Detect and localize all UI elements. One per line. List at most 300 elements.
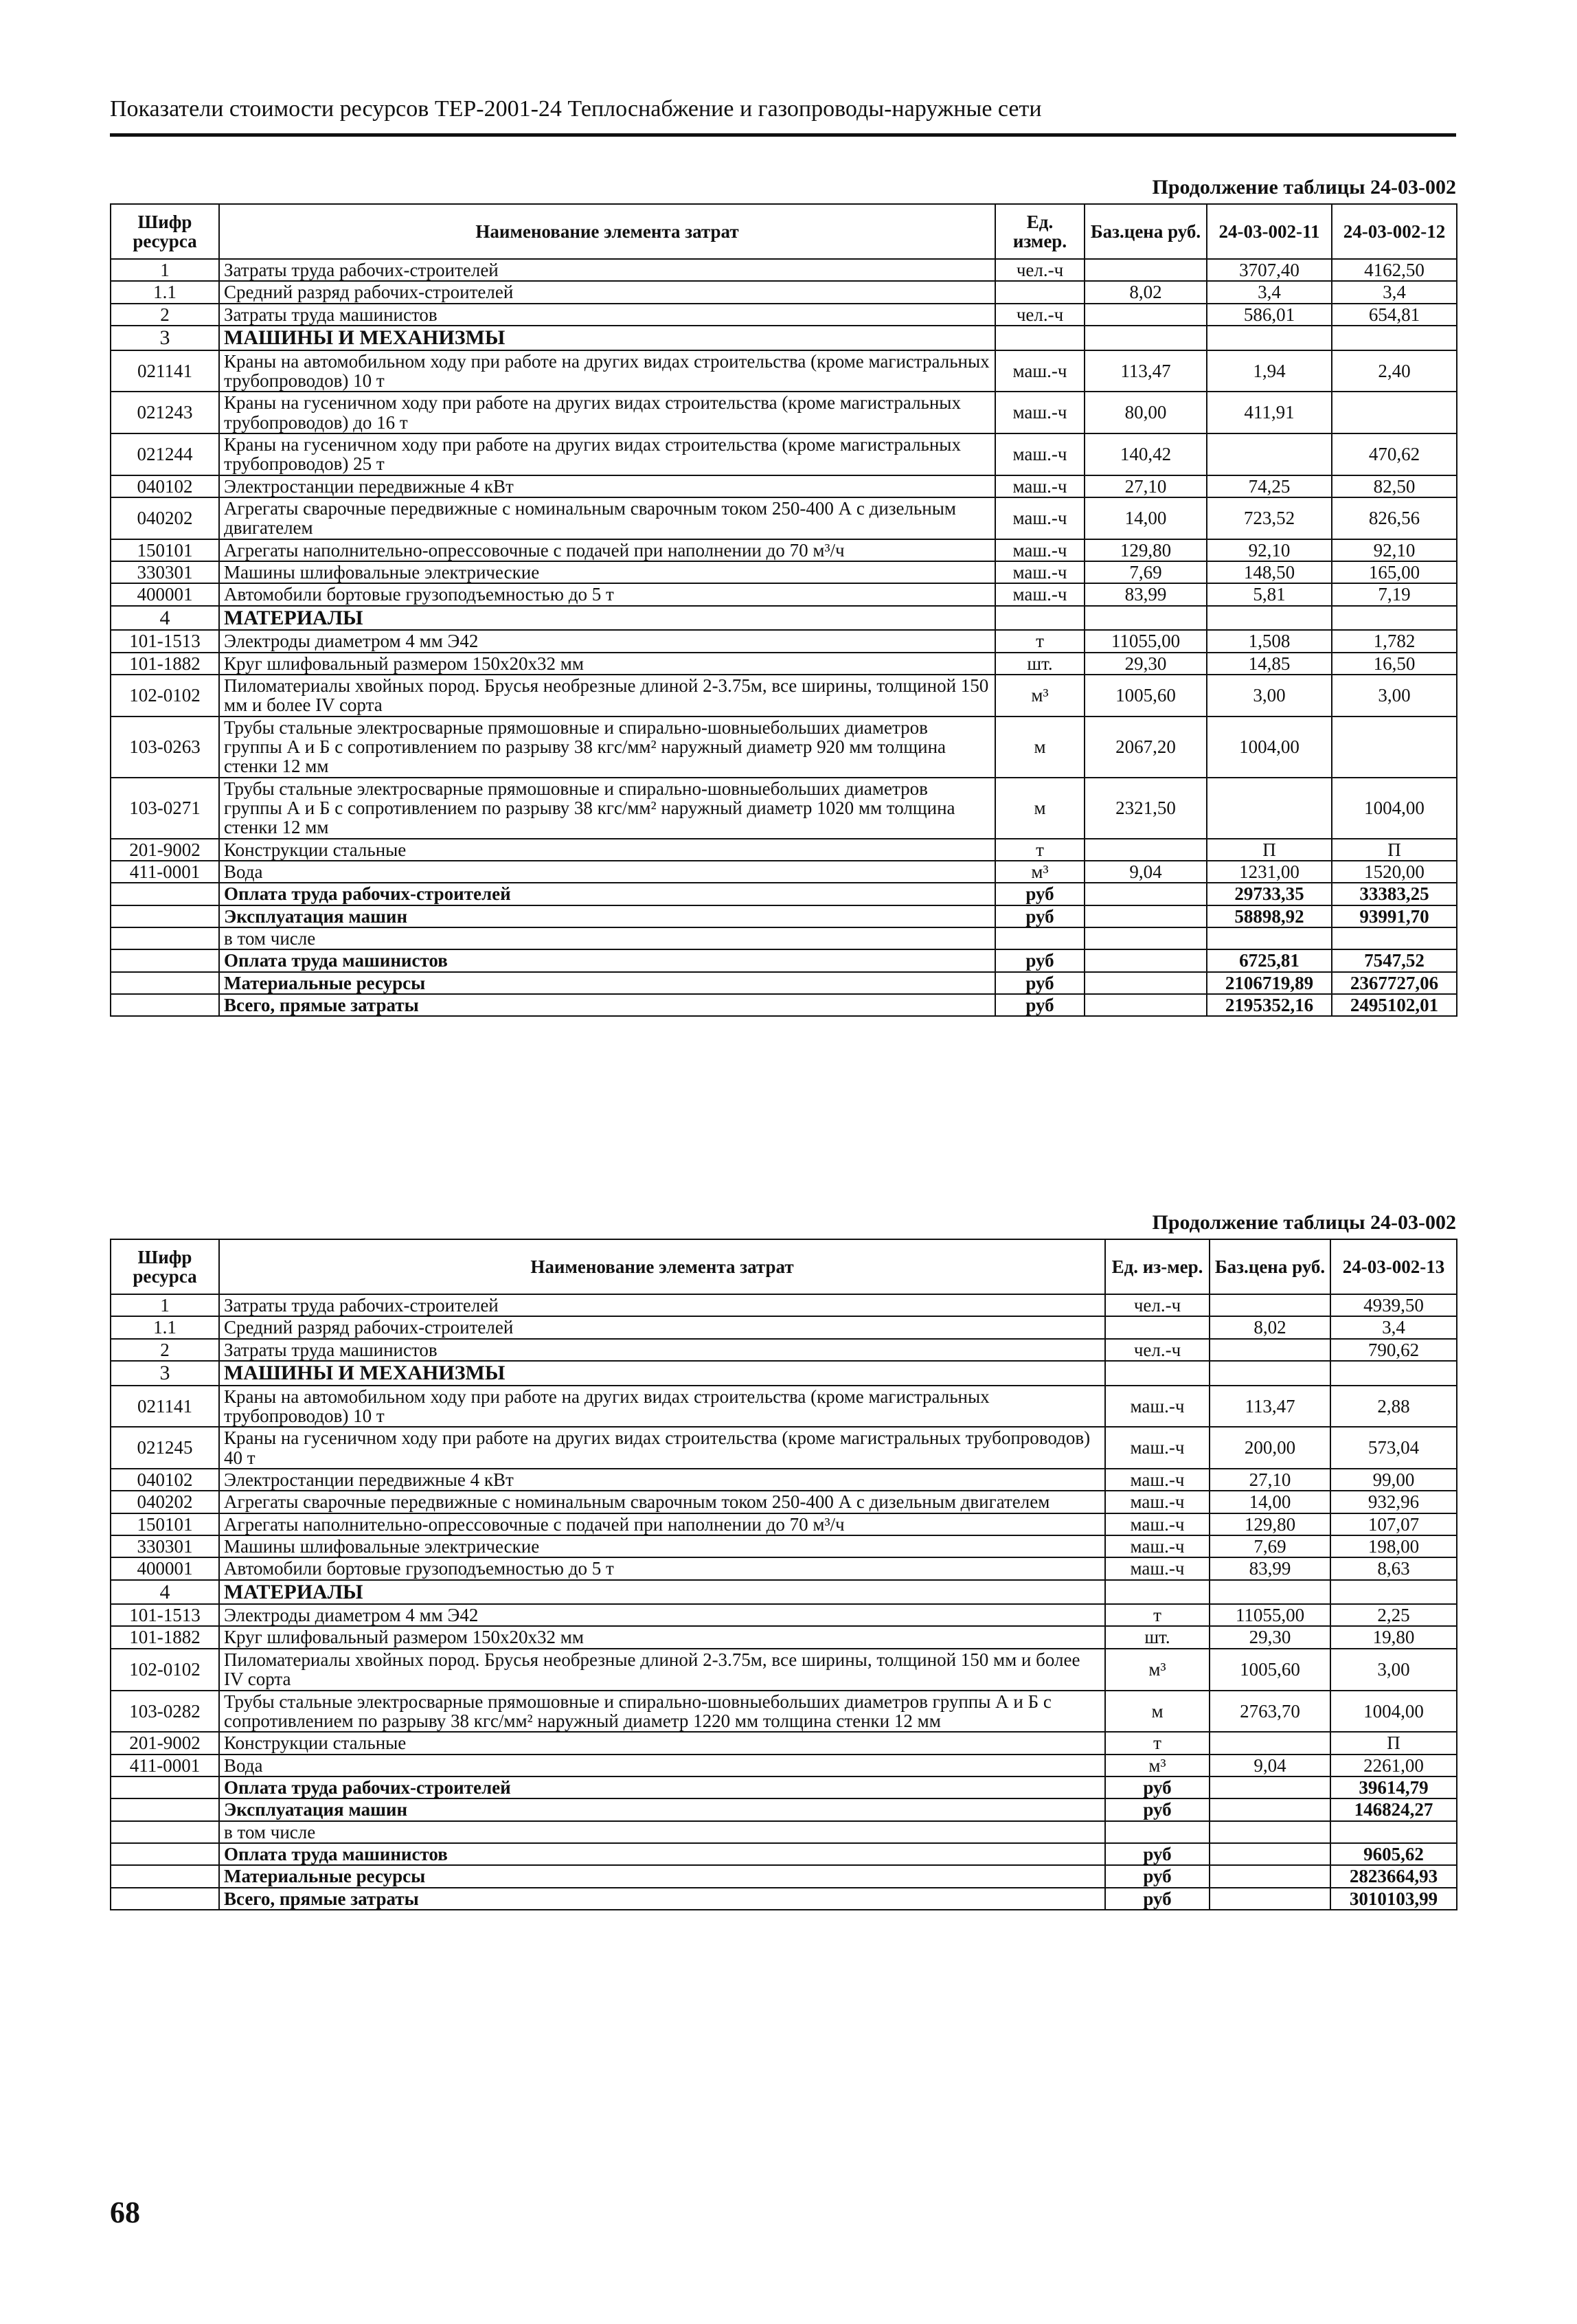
value-cell-1: 1231,00 xyxy=(1207,861,1332,883)
value-cell-2 xyxy=(1332,927,1457,949)
cost-element-name-cell: Трубы стальные электросварные прямошовные и спирально-шовныебольших диаметров группы А и Б с сопротивлением по разрыву 38 кгс/мм² наружный диаметр 1220 мм толщина стенки 12 мм xyxy=(219,1691,1105,1733)
table-row xyxy=(111,861,1457,883)
unit-cell: м xyxy=(995,778,1085,839)
base-price-cell: 1005,60 xyxy=(1210,1649,1330,1691)
resource-code-cell: 411-0001 xyxy=(111,1755,219,1776)
resource-code-cell: 1 xyxy=(111,259,219,281)
base-price-cell: 27,10 xyxy=(1210,1469,1330,1491)
base-price-cell xyxy=(1085,905,1207,927)
value-cell-1 xyxy=(1330,1821,1457,1843)
header-price: Баз.цена руб. xyxy=(1085,204,1207,259)
value-cell-1: 4939,50 xyxy=(1330,1294,1457,1316)
value-cell-1 xyxy=(1207,606,1332,631)
table-row xyxy=(111,1604,1457,1626)
value-cell-2: 16,50 xyxy=(1332,653,1457,675)
unit-cell: чел.-ч xyxy=(1105,1294,1210,1316)
summary-row xyxy=(111,927,1457,949)
table-row xyxy=(111,350,1457,392)
value-cell-1: 932,96 xyxy=(1330,1491,1457,1513)
value-cell-1: 9605,62 xyxy=(1330,1843,1457,1865)
cost-element-name-cell: Краны на гусеничном ходу при работе на других видах строительства (кроме магистральных трубопроводов) 40 т xyxy=(219,1427,1105,1469)
value-cell-1: 1004,00 xyxy=(1330,1691,1457,1733)
cost-element-name-cell: МАТЕРИАЛЫ xyxy=(219,1580,1105,1605)
base-price-cell: 2321,50 xyxy=(1085,778,1207,839)
resource-code-cell: 101-1882 xyxy=(111,1626,219,1648)
value-cell-1: 3,4 xyxy=(1330,1316,1457,1338)
header-unit: Ед. из-мер. xyxy=(1105,1239,1210,1294)
resource-code-cell xyxy=(111,1821,219,1843)
unit-cell: т xyxy=(1105,1604,1210,1626)
base-price-cell xyxy=(1210,1821,1330,1843)
resource-code-cell: 102-0102 xyxy=(111,675,219,717)
resource-code-cell: 103-0282 xyxy=(111,1691,219,1733)
table-row xyxy=(111,539,1457,561)
summary-row xyxy=(111,994,1457,1016)
cost-element-name-cell: Электростанции передвижные 4 кВт xyxy=(219,1469,1105,1491)
resource-code-cell: 2 xyxy=(111,304,219,326)
value-cell-1 xyxy=(1330,1580,1457,1605)
value-cell-1: 3707,40 xyxy=(1207,259,1332,281)
base-price-cell: 29,30 xyxy=(1210,1626,1330,1648)
cost-element-name-cell: Материальные ресурсы xyxy=(219,972,995,994)
value-cell-1 xyxy=(1207,927,1332,949)
cost-element-name-cell: Круг шлифовальный размером 150х20х32 мм xyxy=(219,653,995,675)
resource-code-cell: 3 xyxy=(111,1361,219,1386)
value-cell-1 xyxy=(1207,326,1332,350)
cost-element-name-cell: Конструкции стальные xyxy=(219,1732,1105,1754)
summary-row xyxy=(111,1776,1457,1798)
table-row xyxy=(111,839,1457,861)
unit-cell: маш.-ч xyxy=(995,497,1085,539)
table-row xyxy=(111,1386,1457,1428)
cost-element-name-cell: Затраты труда машинистов xyxy=(219,304,995,326)
resource-code-cell: 021244 xyxy=(111,433,219,475)
cost-element-name-cell: Автомобили бортовые грузоподъемностью до 5 т xyxy=(219,583,995,605)
resource-code-cell: 103-0271 xyxy=(111,778,219,839)
resource-code-cell: 021245 xyxy=(111,1427,219,1469)
cost-element-name-cell: Электроды диаметром 4 мм Э42 xyxy=(219,1604,1105,1626)
unit-cell: м xyxy=(995,717,1085,778)
cost-element-name-cell: Оплата труда рабочих-строителей xyxy=(219,1776,1105,1798)
section-row xyxy=(111,1361,1457,1386)
summary-row xyxy=(111,1843,1457,1865)
cost-element-name-cell: Машины шлифовальные электрические xyxy=(219,1535,1105,1557)
table-row xyxy=(111,1491,1457,1513)
table-row xyxy=(111,561,1457,583)
table-row xyxy=(111,717,1457,778)
base-price-cell: 29,30 xyxy=(1085,653,1207,675)
value-cell-1: 2,25 xyxy=(1330,1604,1457,1626)
value-cell-1: 1,94 xyxy=(1207,350,1332,392)
value-cell-1: 586,01 xyxy=(1207,304,1332,326)
cost-element-name-cell: Круг шлифовальный размером 150х20х32 мм xyxy=(219,1626,1105,1648)
resource-code-cell xyxy=(111,905,219,927)
resource-code-cell: 1.1 xyxy=(111,281,219,303)
table-row xyxy=(111,1513,1457,1535)
unit-cell: руб xyxy=(995,949,1085,971)
cost-element-name-cell: Затраты труда машинистов xyxy=(219,1339,1105,1361)
value-cell-1: 146824,27 xyxy=(1330,1798,1457,1820)
base-price-cell: 14,00 xyxy=(1085,497,1207,539)
resource-code-cell: 330301 xyxy=(111,561,219,583)
summary-row xyxy=(111,1865,1457,1887)
resource-code-cell: 2 xyxy=(111,1339,219,1361)
table-row xyxy=(111,1294,1457,1316)
value-cell-1: П xyxy=(1207,839,1332,861)
unit-cell: маш.-ч xyxy=(1105,1535,1210,1557)
value-cell-1: 29733,35 xyxy=(1207,883,1332,905)
cost-element-name-cell: Трубы стальные электросварные прямошовные и спирально-шовныебольших диаметров группы А и Б с сопротивлением по разрыву 38 кгс/мм² наружный диаметр 1020 мм толщина стенки 12 мм xyxy=(219,778,995,839)
cost-element-name-cell: Средний разряд рабочих-строителей xyxy=(219,1316,1105,1338)
summary-row xyxy=(111,1821,1457,1843)
value-cell-1: 92,10 xyxy=(1207,539,1332,561)
value-cell-1: 3010103,99 xyxy=(1330,1888,1457,1910)
summary-row xyxy=(111,972,1457,994)
unit-cell: чел.-ч xyxy=(1105,1339,1210,1361)
cost-element-name-cell: Краны на автомобильном ходу при работе на других видах строительства (кроме магистральных трубопроводов) 10 т xyxy=(219,1386,1105,1428)
cost-element-name-cell: в том числе xyxy=(219,1821,1105,1843)
value-cell-2: 92,10 xyxy=(1332,539,1457,561)
cost-element-name-cell: Машины шлифовальные электрические xyxy=(219,561,995,583)
cost-element-name-cell: Оплата труда рабочих-строителей xyxy=(219,883,995,905)
value-cell-2 xyxy=(1332,606,1457,631)
resource-code-cell: 021243 xyxy=(111,392,219,433)
cost-element-name-cell: Агрегаты сварочные передвижные с номинальным сварочным током 250-400 А с дизельным двигателем xyxy=(219,1491,1105,1513)
value-cell-1: 198,00 xyxy=(1330,1535,1457,1557)
summary-row xyxy=(111,1888,1457,1910)
cost-element-name-cell: Оплата труда машинистов xyxy=(219,1843,1105,1865)
value-cell-1: 2823664,93 xyxy=(1330,1865,1457,1887)
value-cell-2: 654,81 xyxy=(1332,304,1457,326)
cost-element-name-cell: Пиломатериалы хвойных пород. Брусья необрезные длиной 2-3.75м, все ширины, толщиной 150 мм и более IV сорта xyxy=(219,1649,1105,1691)
table-row xyxy=(111,497,1457,539)
unit-cell: м³ xyxy=(1105,1755,1210,1776)
base-price-cell: 113,47 xyxy=(1085,350,1207,392)
base-price-cell: 11055,00 xyxy=(1085,630,1207,652)
value-cell-1: 19,80 xyxy=(1330,1626,1457,1648)
cost-element-name-cell: Электростанции передвижные 4 кВт xyxy=(219,475,995,497)
value-cell-1: 5,81 xyxy=(1207,583,1332,605)
cost-element-name-cell: Трубы стальные электросварные прямошовные и спирально-шовныебольших диаметров группы А и Б с сопротивлением по разрыву 38 кгс/мм² наружный диаметр 920 мм толщина стенки 12 мм xyxy=(219,717,995,778)
table-row xyxy=(111,1557,1457,1579)
unit-cell: т xyxy=(1105,1732,1210,1754)
value-cell-2: 1,782 xyxy=(1332,630,1457,652)
unit-cell xyxy=(995,281,1085,303)
table-row xyxy=(111,281,1457,303)
table-row xyxy=(111,653,1457,675)
cost-element-name-cell: Всего, прямые затраты xyxy=(219,994,995,1016)
table-row xyxy=(111,1469,1457,1491)
table-row xyxy=(111,1626,1457,1648)
value-cell-2: 3,00 xyxy=(1332,675,1457,717)
value-cell-1: 8,63 xyxy=(1330,1557,1457,1579)
header-code: Шифр ресурса xyxy=(111,1239,219,1294)
resource-code-cell: 201-9002 xyxy=(111,839,219,861)
table-row xyxy=(111,675,1457,717)
value-cell-1: 148,50 xyxy=(1207,561,1332,583)
cost-element-name-cell: МАШИНЫ И МЕХАНИЗМЫ xyxy=(219,1361,1105,1386)
base-price-cell: 129,80 xyxy=(1085,539,1207,561)
unit-cell: маш.-ч xyxy=(995,475,1085,497)
resource-code-cell: 101-1882 xyxy=(111,653,219,675)
table-row xyxy=(111,1732,1457,1754)
resource-code-cell: 4 xyxy=(111,1580,219,1605)
section-row xyxy=(111,326,1457,350)
cost-table-2 xyxy=(110,1239,1457,1910)
header-price: Баз.цена руб. xyxy=(1210,1239,1330,1294)
unit-cell: маш.-ч xyxy=(995,583,1085,605)
resource-code-cell: 040102 xyxy=(111,1469,219,1491)
table-row xyxy=(111,1535,1457,1557)
header-code: Шифр ресурса xyxy=(111,204,219,259)
unit-cell: руб xyxy=(1105,1865,1210,1887)
section-row xyxy=(111,1580,1457,1605)
cost-element-name-cell: Конструкции стальные xyxy=(219,839,995,861)
value-cell-2: 165,00 xyxy=(1332,561,1457,583)
resource-code-cell: 4 xyxy=(111,606,219,631)
unit-cell: чел.-ч xyxy=(995,259,1085,281)
resource-code-cell: 040202 xyxy=(111,1491,219,1513)
base-price-cell: 27,10 xyxy=(1085,475,1207,497)
value-cell-1: 6725,81 xyxy=(1207,949,1332,971)
unit-cell: чел.-ч xyxy=(995,304,1085,326)
cost-element-name-cell: Затраты труда рабочих-строителей xyxy=(219,1294,1105,1316)
value-cell-2: 33383,25 xyxy=(1332,883,1457,905)
base-price-cell: 1005,60 xyxy=(1085,675,1207,717)
table-row xyxy=(111,392,1457,433)
value-cell-2: 2367727,06 xyxy=(1332,972,1457,994)
resource-code-cell xyxy=(111,1776,219,1798)
resource-code-cell xyxy=(111,927,219,949)
value-cell-2: 2495102,01 xyxy=(1332,994,1457,1016)
unit-cell: руб xyxy=(995,883,1085,905)
resource-code-cell: 400001 xyxy=(111,1557,219,1579)
table-row xyxy=(111,1316,1457,1338)
resource-code-cell: 021141 xyxy=(111,350,219,392)
cost-element-name-cell: Пиломатериалы хвойных пород. Брусья необрезные длиной 2-3.75м, все ширины, толщиной 150 мм и более IV сорта xyxy=(219,675,995,717)
cost-element-name-cell: МАШИНЫ И МЕХАНИЗМЫ xyxy=(219,326,995,350)
value-cell-2 xyxy=(1332,717,1457,778)
base-price-cell: 9,04 xyxy=(1085,861,1207,883)
unit-cell xyxy=(995,326,1085,350)
table2-body xyxy=(111,1294,1457,1910)
value-cell-1: 39614,79 xyxy=(1330,1776,1457,1798)
cost-element-name-cell: МАТЕРИАЛЫ xyxy=(219,606,995,631)
table-row xyxy=(111,304,1457,326)
resource-code-cell: 201-9002 xyxy=(111,1732,219,1754)
table-row xyxy=(111,1755,1457,1776)
resource-code-cell xyxy=(111,1798,219,1820)
base-price-cell: 200,00 xyxy=(1210,1427,1330,1469)
resource-code-cell xyxy=(111,949,219,971)
unit-cell: маш.-ч xyxy=(1105,1469,1210,1491)
value-cell-1 xyxy=(1207,433,1332,475)
unit-cell: руб xyxy=(995,905,1085,927)
value-cell-1: 2,88 xyxy=(1330,1386,1457,1428)
resource-code-cell: 411-0001 xyxy=(111,861,219,883)
base-price-cell xyxy=(1085,304,1207,326)
value-cell-2: 93991,70 xyxy=(1332,905,1457,927)
resource-code-cell xyxy=(111,972,219,994)
unit-cell: т xyxy=(995,839,1085,861)
header-col-13: 24-03-002-13 xyxy=(1330,1239,1457,1294)
table1-body xyxy=(111,259,1457,1016)
cost-element-name-cell: Краны на гусеничном ходу при работе на других видах строительства (кроме магистральных трубопроводов) 25 т xyxy=(219,433,995,475)
table2-caption: Продолжение таблицы 24-03-002 xyxy=(1152,1211,1456,1234)
value-cell-2: 7547,52 xyxy=(1332,949,1457,971)
value-cell-2: 826,56 xyxy=(1332,497,1457,539)
unit-cell: маш.-ч xyxy=(995,350,1085,392)
value-cell-2: 470,62 xyxy=(1332,433,1457,475)
base-price-cell: 113,47 xyxy=(1210,1386,1330,1428)
value-cell-2: 4162,50 xyxy=(1332,259,1457,281)
cost-table-1 xyxy=(110,203,1457,1017)
cost-element-name-cell: Краны на автомобильном ходу при работе на других видах строительства (кроме магистральных трубопроводов) 10 т xyxy=(219,350,995,392)
resource-code-cell: 1 xyxy=(111,1294,219,1316)
table-row xyxy=(111,259,1457,281)
unit-cell: м xyxy=(1105,1691,1210,1733)
value-cell-1: 2261,00 xyxy=(1330,1755,1457,1776)
base-price-cell: 11055,00 xyxy=(1210,1604,1330,1626)
base-price-cell xyxy=(1210,1888,1330,1910)
value-cell-1: 107,07 xyxy=(1330,1513,1457,1535)
section-row xyxy=(111,606,1457,631)
resource-code-cell: 1.1 xyxy=(111,1316,219,1338)
value-cell-1: 2106719,89 xyxy=(1207,972,1332,994)
base-price-cell xyxy=(1210,1732,1330,1754)
unit-cell: руб xyxy=(1105,1843,1210,1865)
resource-code-cell xyxy=(111,883,219,905)
table-row xyxy=(111,778,1457,839)
base-price-cell xyxy=(1085,949,1207,971)
base-price-cell: 7,69 xyxy=(1210,1535,1330,1557)
table-row xyxy=(111,1339,1457,1361)
cost-element-name-cell: Вода xyxy=(219,861,995,883)
unit-cell xyxy=(1105,1361,1210,1386)
value-cell-1: 1,508 xyxy=(1207,630,1332,652)
base-price-cell xyxy=(1210,1361,1330,1386)
base-price-cell xyxy=(1085,994,1207,1016)
table-row xyxy=(111,583,1457,605)
cost-element-name-cell: Автомобили бортовые грузоподъемностью до 5 т xyxy=(219,1557,1105,1579)
page-number: 68 xyxy=(110,2196,140,2229)
value-cell-2 xyxy=(1332,392,1457,433)
summary-row xyxy=(111,905,1457,927)
base-price-cell: 8,02 xyxy=(1085,281,1207,303)
base-price-cell xyxy=(1210,1798,1330,1820)
value-cell-1 xyxy=(1207,778,1332,839)
table-row xyxy=(111,1691,1457,1733)
unit-cell xyxy=(1105,1580,1210,1605)
value-cell-2 xyxy=(1332,326,1457,350)
table-row xyxy=(111,1649,1457,1691)
cost-element-name-cell: Электроды диаметром 4 мм Э42 xyxy=(219,630,995,652)
unit-cell: маш.-ч xyxy=(995,392,1085,433)
unit-cell: маш.-ч xyxy=(1105,1557,1210,1579)
value-cell-2: 1004,00 xyxy=(1332,778,1457,839)
value-cell-1: 723,52 xyxy=(1207,497,1332,539)
base-price-cell: 140,42 xyxy=(1085,433,1207,475)
base-price-cell xyxy=(1210,1339,1330,1361)
header-divider xyxy=(110,133,1456,137)
unit-cell: шт. xyxy=(1105,1626,1210,1648)
resource-code-cell: 400001 xyxy=(111,583,219,605)
summary-row xyxy=(111,883,1457,905)
unit-cell: м³ xyxy=(1105,1649,1210,1691)
resource-code-cell: 101-1513 xyxy=(111,630,219,652)
base-price-cell xyxy=(1210,1843,1330,1865)
value-cell-2: 1520,00 xyxy=(1332,861,1457,883)
unit-cell: маш.-ч xyxy=(1105,1513,1210,1535)
unit-cell: м³ xyxy=(995,675,1085,717)
base-price-cell xyxy=(1210,1294,1330,1316)
table1-caption: Продолжение таблицы 24-03-002 xyxy=(1152,176,1456,199)
unit-cell: маш.-ч xyxy=(1105,1491,1210,1513)
resource-code-cell: 3 xyxy=(111,326,219,350)
resource-code-cell: 103-0263 xyxy=(111,717,219,778)
cost-element-name-cell: Затраты труда рабочих-строителей xyxy=(219,259,995,281)
cost-element-name-cell: Всего, прямые затраты xyxy=(219,1888,1105,1910)
resource-code-cell xyxy=(111,1865,219,1887)
base-price-cell: 9,04 xyxy=(1210,1755,1330,1776)
table-row xyxy=(111,630,1457,652)
cost-element-name-cell: Агрегаты наполнительно-опрессовочные с подачей при наполнении до 70 м³/ч xyxy=(219,539,995,561)
unit-cell: руб xyxy=(1105,1776,1210,1798)
base-price-cell xyxy=(1210,1776,1330,1798)
header-unit: Ед. измер. xyxy=(995,204,1085,259)
cost-element-name-cell: в том числе xyxy=(219,927,995,949)
unit-cell xyxy=(995,927,1085,949)
value-cell-1: 74,25 xyxy=(1207,475,1332,497)
base-price-cell xyxy=(1085,927,1207,949)
value-cell-1: 790,62 xyxy=(1330,1339,1457,1361)
unit-cell: руб xyxy=(1105,1888,1210,1910)
resource-code-cell: 101-1513 xyxy=(111,1604,219,1626)
unit-cell: т xyxy=(995,630,1085,652)
base-price-cell xyxy=(1085,972,1207,994)
resource-code-cell: 150101 xyxy=(111,1513,219,1535)
resource-code-cell: 021141 xyxy=(111,1386,219,1428)
value-cell-2: П xyxy=(1332,839,1457,861)
base-price-cell: 14,00 xyxy=(1210,1491,1330,1513)
cost-element-name-cell: Средний разряд рабочих-строителей xyxy=(219,281,995,303)
value-cell-1: 3,00 xyxy=(1207,675,1332,717)
summary-row xyxy=(111,1798,1457,1820)
base-price-cell: 83,99 xyxy=(1210,1557,1330,1579)
base-price-cell xyxy=(1085,259,1207,281)
resource-code-cell xyxy=(111,1888,219,1910)
table-row xyxy=(111,433,1457,475)
header-name: Наименование элемента затрат xyxy=(219,1239,1105,1294)
unit-cell: маш.-ч xyxy=(995,433,1085,475)
unit-cell xyxy=(995,606,1085,631)
value-cell-1: 573,04 xyxy=(1330,1427,1457,1469)
unit-cell: руб xyxy=(1105,1798,1210,1820)
base-price-cell xyxy=(1085,883,1207,905)
value-cell-1: 99,00 xyxy=(1330,1469,1457,1491)
value-cell-1: 3,4 xyxy=(1207,281,1332,303)
value-cell-1: 3,00 xyxy=(1330,1649,1457,1691)
unit-cell: маш.-ч xyxy=(1105,1386,1210,1428)
table-row xyxy=(111,1427,1457,1469)
unit-cell xyxy=(1105,1821,1210,1843)
unit-cell: руб xyxy=(995,972,1085,994)
value-cell-1: 411,91 xyxy=(1207,392,1332,433)
base-price-cell: 80,00 xyxy=(1085,392,1207,433)
base-price-cell: 8,02 xyxy=(1210,1316,1330,1338)
resource-code-cell xyxy=(111,994,219,1016)
cost-element-name-cell: Вода xyxy=(219,1755,1105,1776)
